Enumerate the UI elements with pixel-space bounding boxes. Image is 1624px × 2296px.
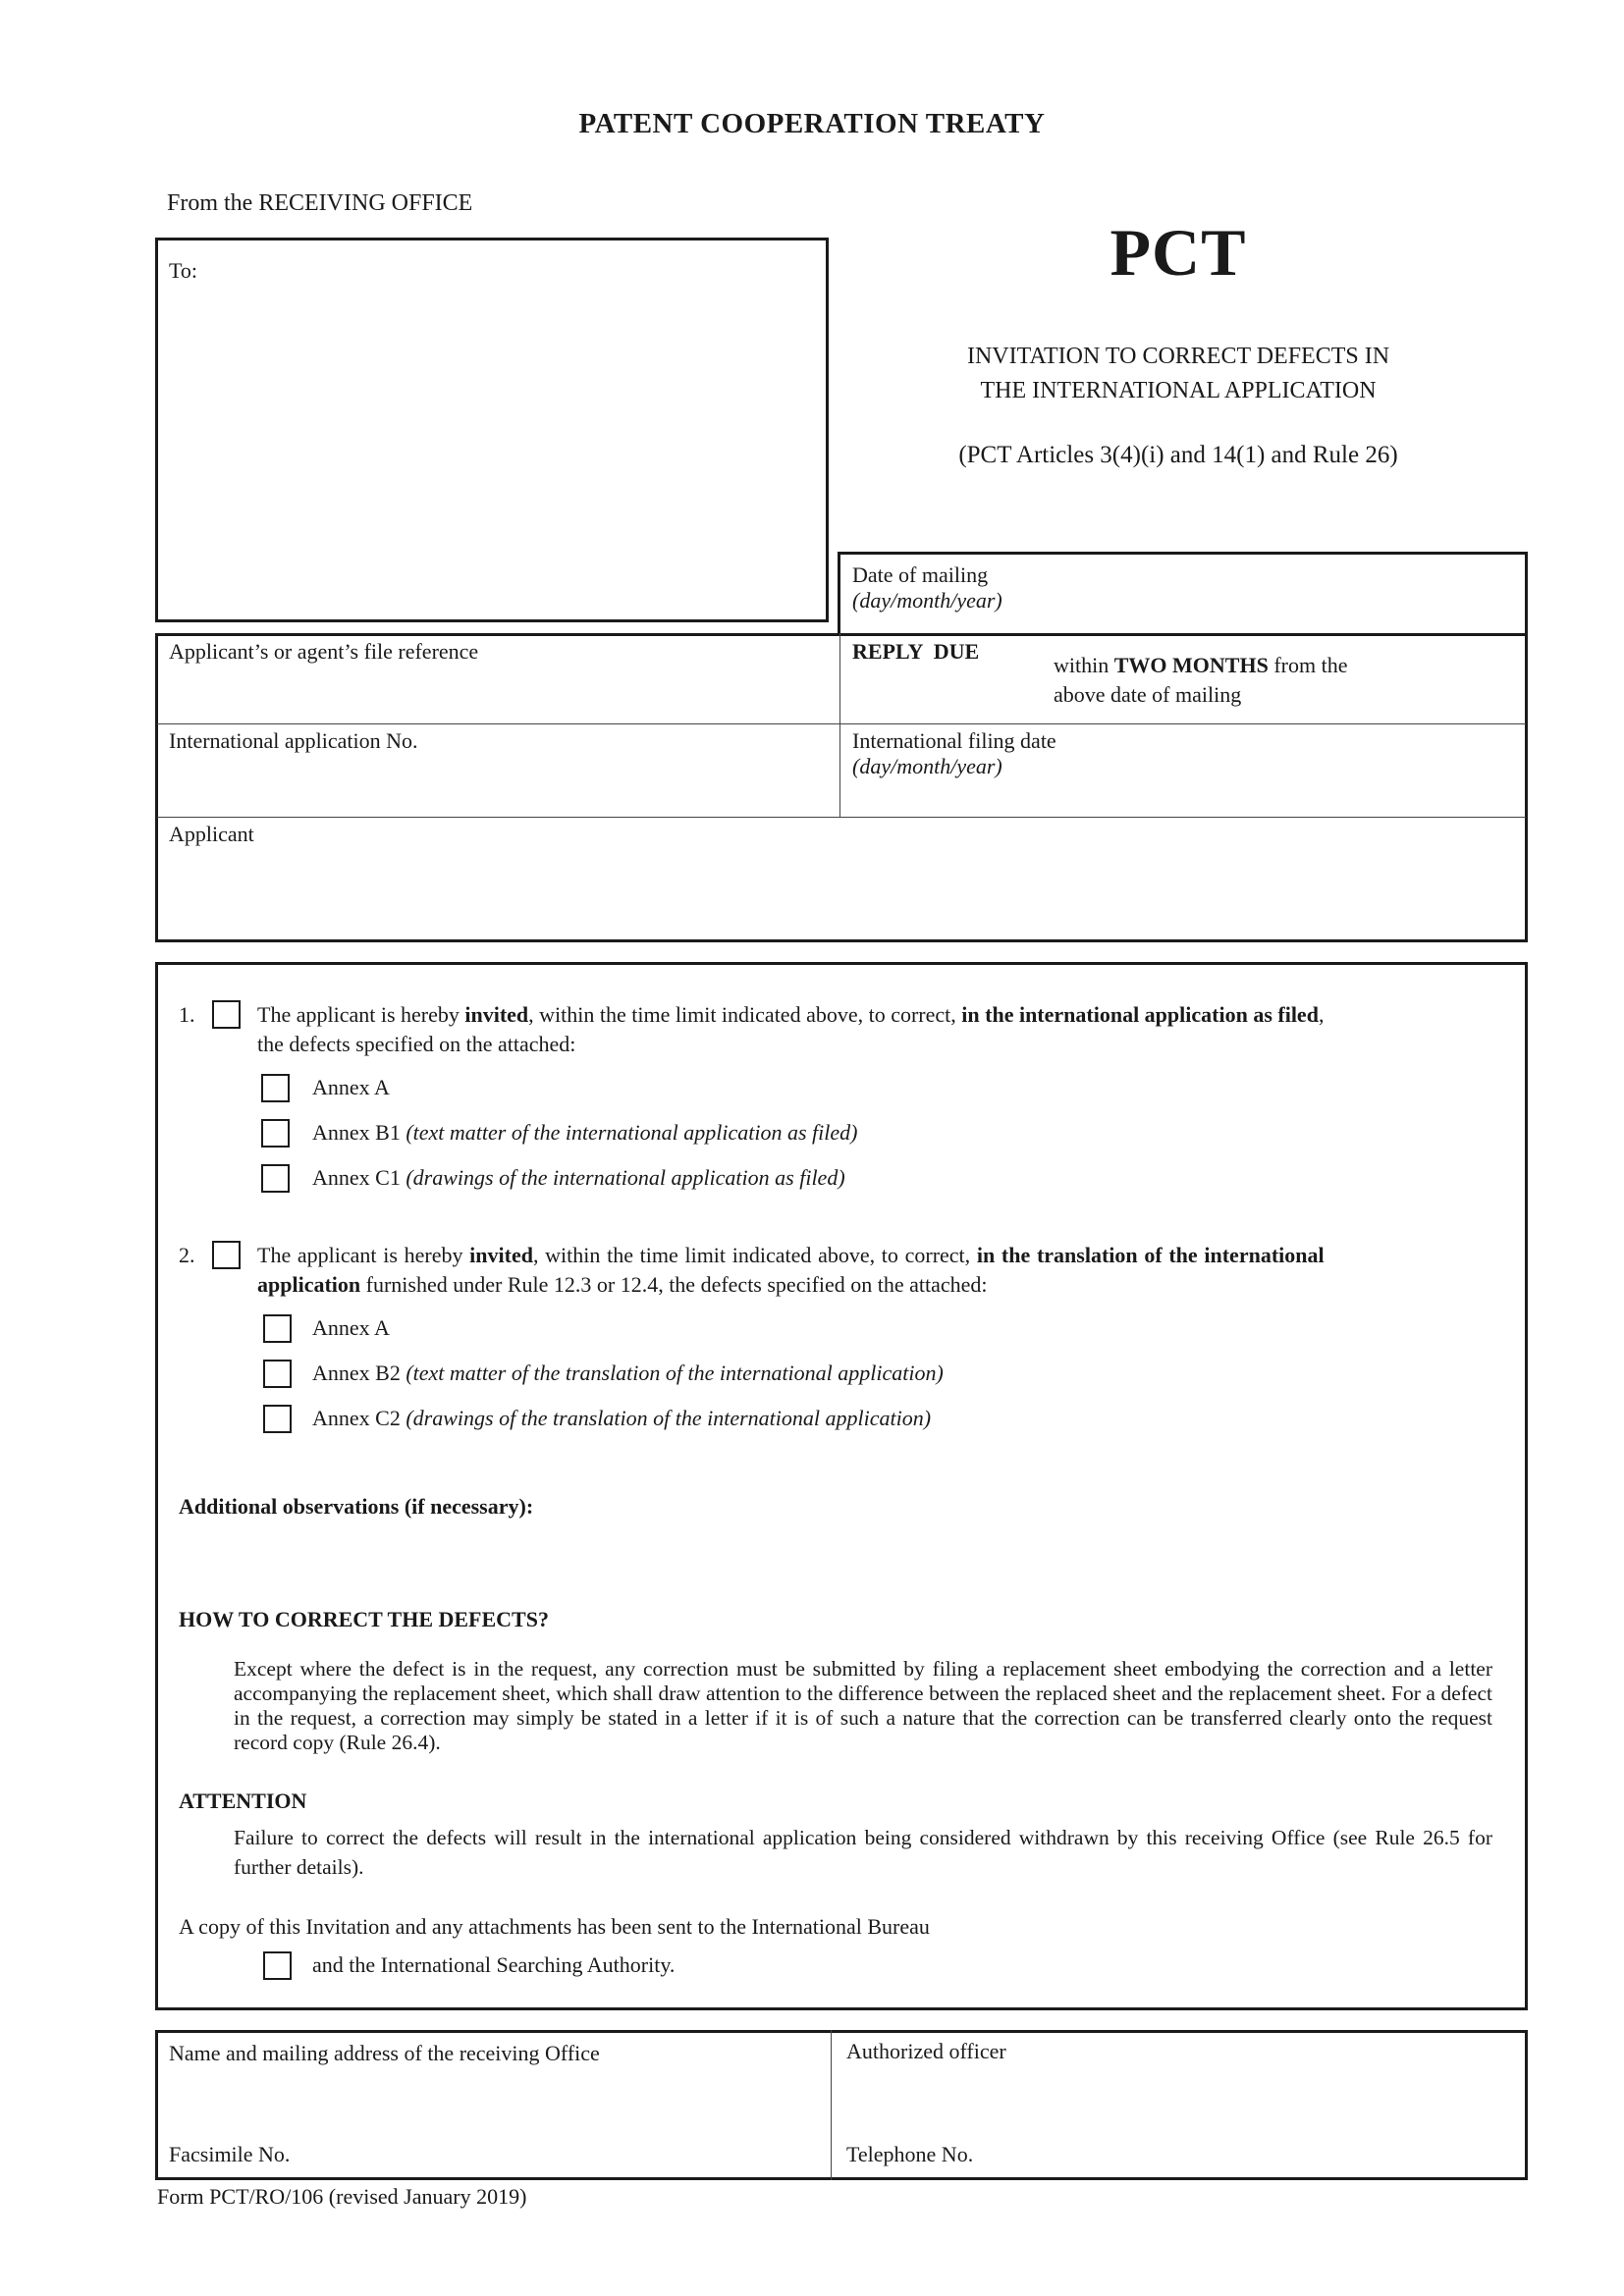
section1-annex-a-checkbox[interactable] [261,1074,290,1102]
section1-text-c: , within the time limit indicated above, to correct, [528,1002,962,1027]
office-address-label: Name and mailing address of the receiving Office [169,2041,600,2065]
form-title-line1: INVITATION TO CORRECT DEFECTS IN [966,344,1390,369]
section1-text-d: in the international application as filed [961,1002,1319,1027]
section1-line2: the defects specified on the attached: [257,1032,576,1056]
howto-body: Except where the defect is in the request, any correction must be submitted by filing a replacement sheet embodying the correction and a letter accompanying the replacement sheet, which shall draw attention to the difference between the replaced sheet and the replacement sheet. For a defect in the request, a correction may simply be stated in a letter if it is of such a nature that the correction can be transferred clearly onto the request record copy (Rule 26.4). [234,1657,1492,1754]
intl-filing-date-label: International filing date [852,728,1056,753]
copy-line1: A copy of this Invitation and any attachments has been sent to the International Bureau [179,1914,930,1939]
section1-annex-c1-checkbox[interactable] [261,1164,290,1193]
reply-within-suffix: from the [1268,653,1348,677]
section1-annex-b1-checkbox[interactable] [261,1119,290,1148]
section1-line1 [257,1000,1324,1030]
intl-filing-date-format: (day/month/year) [852,754,1002,778]
section2-line2-rest: furnished under Rule 12.3 or 12.4, the defects specified on the attached: [360,1272,988,1297]
address-box[interactable] [155,238,829,622]
document-title: PATENT COOPERATION TREATY [578,108,1046,139]
section1-text-a: The applicant is hereby [257,1002,465,1027]
section1-text-b: invited [464,1002,529,1027]
annex-note: (text matter of the translation of the international application) [406,1361,944,1385]
office-box-divider [831,2030,832,2180]
section2-annex-c2 [312,1404,931,1433]
applicant-label: Applicant [169,822,254,846]
intl-app-no-label: International application No. [169,728,418,753]
section2-annex-b2-checkbox[interactable] [263,1360,292,1388]
howto-heading: HOW TO CORRECT THE DEFECTS? [179,1607,549,1631]
observations-label: Additional observations (if necessary): [179,1494,534,1519]
annex-label: Annex C2 [312,1406,406,1430]
info-grid [155,633,1528,942]
pct-logo: PCT [1110,215,1247,290]
file-reference-label: Applicant’s or agent’s file reference [169,639,479,664]
attention-heading: ATTENTION [179,1789,307,1813]
attention-body: Failure to correct the defects will result in the international application being considered withdrawn by this receiving Office (see Rule 26.5 for further details). [234,1826,1492,1879]
date-of-mailing-label: Date of mailing [852,562,989,587]
section1-annex-c1 [312,1163,845,1193]
section1-annex-a [312,1073,390,1102]
section2-text-a: The applicant is hereby [257,1243,470,1267]
section2-number: 2. [179,1243,195,1267]
reply-due-label: REPLY DUE [852,639,980,664]
fax-label: Facsimile No. [169,2142,291,2166]
annex-label: Annex B1 [312,1120,406,1145]
section2-annex-c2-checkbox[interactable] [263,1405,292,1433]
reply-due-line2: above date of mailing [1054,682,1242,707]
annex-note: (drawings of the international application as filed) [406,1165,845,1190]
section2-text-c: , within the time limit indicated above, to correct, [532,1243,977,1267]
legal-basis: (PCT Articles 3(4)(i) and 14(1) and Rule 26) [958,442,1398,468]
from-label: From the RECEIVING OFFICE [167,190,473,216]
telephone-label: Telephone No. [846,2142,974,2166]
section2-text-d: in the translation of the international [976,1243,1325,1267]
to-label: To: [169,258,198,283]
section2-line1 [257,1241,1325,1270]
reply-due-terms [1054,652,1347,679]
annex-label: Annex C1 [312,1165,406,1190]
date-of-mailing-format: (day/month/year) [852,588,1002,613]
reply-within-bold: TWO MONTHS [1113,653,1269,677]
form-title-line2: THE INTERNATIONAL APPLICATION [980,378,1377,403]
section2-line2 [257,1270,988,1300]
reply-within-prefix: within [1054,653,1114,677]
section1-annex-b1 [312,1118,857,1148]
annex-label: Annex B2 [312,1361,406,1385]
section1-checkbox[interactable] [212,1000,241,1029]
info-grid-rule-1 [157,723,1526,724]
copy-line2: and the International Searching Authority. [312,1952,676,1977]
isa-copy-checkbox[interactable] [263,1951,292,1980]
section2-text-b: invited [469,1243,533,1267]
section1-number: 1. [179,1002,195,1027]
info-grid-rule-2 [157,817,1526,818]
authorized-officer-label: Authorized officer [846,2039,1006,2063]
section1-text-e: , [1318,1002,1325,1027]
section2-checkbox[interactable] [212,1241,241,1269]
section2-line2-bold: application [257,1272,361,1297]
section2-annex-b2 [312,1359,944,1388]
annex-label: Annex A [312,1075,390,1099]
form-id: Form PCT/RO/106 (revised January 2019) [157,2184,527,2209]
annex-note: (drawings of the translation of the international application) [406,1406,932,1430]
section2-annex-a-checkbox[interactable] [263,1314,292,1343]
info-grid-divider [839,633,840,818]
annex-label: Annex A [312,1315,390,1340]
annex-note: (text matter of the international application as filed) [406,1120,858,1145]
section2-annex-a [312,1313,390,1343]
